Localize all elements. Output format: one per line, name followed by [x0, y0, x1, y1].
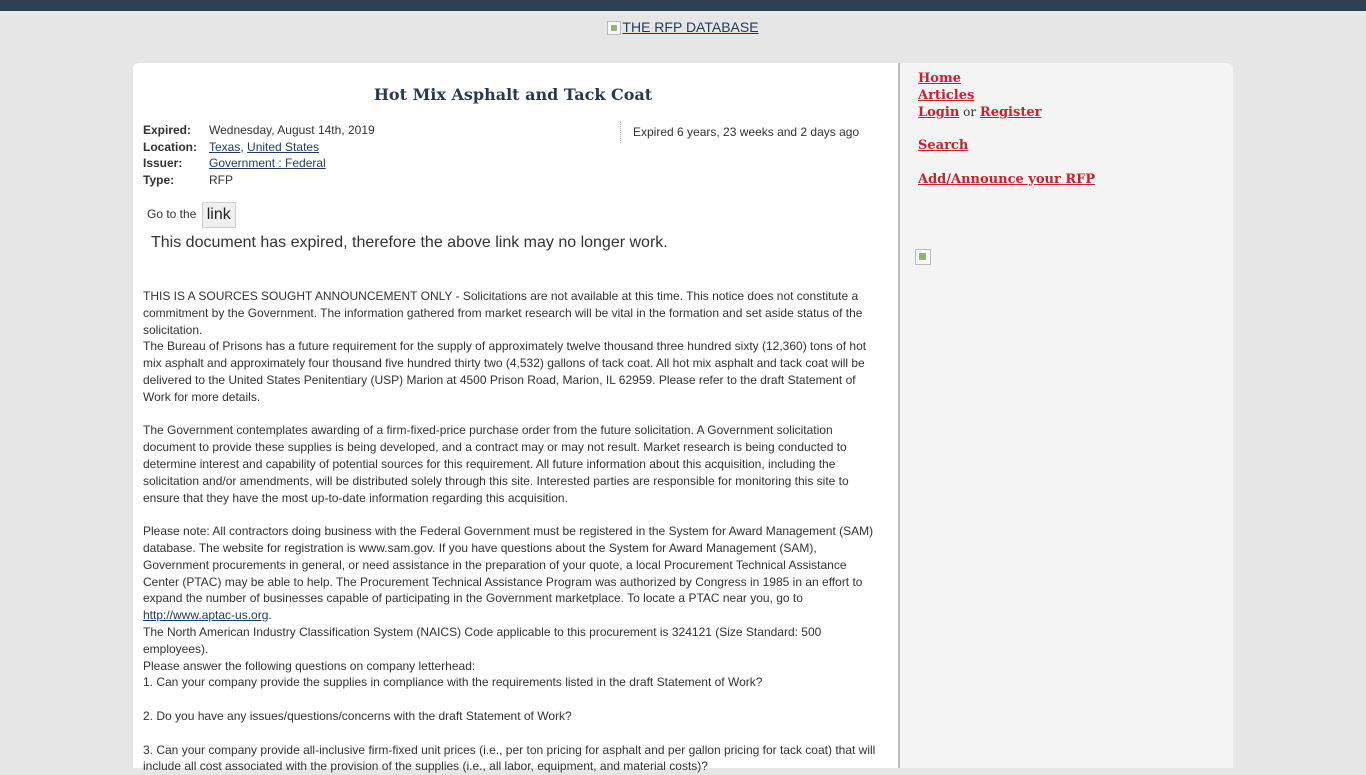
rfp-meta — [143, 122, 375, 189]
sidebar-nav — [918, 71, 1095, 188]
nav-login-link[interactable]: Login — [918, 105, 960, 121]
desc-paragraph-4 — [143, 523, 883, 624]
page-title: Hot Mix Asphalt and Tack Coat — [373, 85, 653, 104]
location-state-link[interactable]: Texas — [209, 139, 241, 154]
main-content — [133, 63, 898, 774]
nav-register-link[interactable]: Register — [979, 105, 1042, 121]
sidebar — [900, 63, 1233, 768]
broken-image-icon — [607, 21, 621, 35]
question-3: 3. Can your company provide all-inclusive firm-fixed unit prices (i.e., per ton pricing for asphalt and per gallon pricing for tack coat) that will include all cost associated with the provision of the supplies (i.e., all labor, equipment, and material costs)? — [143, 742, 876, 774]
desc-paragraph-3: The Government contemplates awarding of a firm-fixed-price purchase order from the future solicitation. A Government solicitation document to provide these supplies is being developed, and a contract may or may not result. Market research is being conducted to determine interest and capability of potential sources for this requirement. All future information about this acquisition, including the solicitation and/or amendments, will be distributed solely through this site. Interested parties are responsible for monitoring this site to ensure that they have the most up-to-date information regarding this acquisition. — [143, 423, 849, 505]
rfp-link-button[interactable]: link — [202, 202, 236, 228]
rfp-description — [143, 288, 883, 775]
location-separator: , — [240, 139, 248, 154]
issuer-link[interactable]: Government : Federal — [209, 156, 326, 171]
nav-or-text: or — [959, 105, 980, 120]
meta-location-row — [143, 139, 375, 156]
broken-image-icon — [915, 249, 931, 265]
question-1: 1. Can your company provide the supplies in compliance with the requirements listed in the draft Statement of Work? — [143, 675, 763, 690]
expired-ago: Expired 6 years, 23 weeks and 2 days ago — [620, 121, 859, 143]
nav-add-rfp-link[interactable]: Add/Announce your RFP — [918, 171, 1096, 187]
expired-message: This document has expired, therefore the above link may no longer work. — [151, 234, 668, 251]
meta-type-row — [143, 172, 375, 189]
desc-paragraph-6: Please answer the following questions on company letterhead: — [143, 658, 476, 673]
meta-issuer-label: Issuer: — [143, 156, 183, 171]
location-country-link[interactable]: United States — [247, 139, 320, 154]
meta-type-value: RFP — [209, 173, 233, 188]
desc-paragraph-5: The North American Industry Classification System (NAICS) Code applicable to this procurement is 324121 (Size Standard: 500 employees). — [143, 624, 822, 656]
meta-expired-label: Expired: — [143, 123, 192, 137]
top-bar — [0, 0, 1366, 11]
nav-home-link[interactable]: Home — [918, 71, 961, 86]
desc-paragraph-2: The Bureau of Prisons has a future requirement for the supply of approximately twelve thousand three hundred sixty (12,360) tons of hot mix asphalt and approximately four thousand five hundred thirty two (4,532) gallons of tack coat. All hot mix asphalt and tack coat will be delivered to the United States Penitentiary (USP) Marion at 4500 Prison Road, Marion, IL 62959. Please refer to the draft Statement of Work for more details. — [143, 339, 867, 404]
desc-paragraph-4-end: . — [268, 608, 272, 623]
nav-articles-link[interactable]: Articles — [918, 87, 975, 103]
meta-issuer-row — [143, 155, 375, 172]
meta-expired-value: Wednesday, August 14th, 2019 — [209, 123, 375, 137]
nav-search-link[interactable]: Search — [918, 138, 969, 154]
goto-text: Go to the — [147, 207, 197, 222]
meta-location-label: Location: — [143, 139, 197, 154]
goto-link-row — [147, 202, 236, 228]
desc-paragraph-4-text: Please note: All contractors doing business with the Federal Government must be registered in the System for Award Management (SAM) database. The website for registration is www.sam.gov. If you have questions about the System for Award Management (SAM), Government procurements in general, or need assistance in the preparation of your quote, a local Procurement Technical Assistance Center (PTAC) may be able to help. The Procurement Technical Assistance Program was authorized by Congress in 1985 in an effort to expand the number of businesses capable of participating in the Government marketplace. To locate a PTAC near you, go to — [143, 524, 874, 606]
site-logo-link[interactable] — [0, 19, 1366, 35]
aptac-link[interactable]: http://www.aptac-us.org — [143, 608, 269, 623]
meta-expired-row — [143, 122, 375, 139]
desc-paragraph-1: THIS IS A SOURCES SOUGHT ANNOUNCEMENT ONLY - Solicitations are not available at this time. This notice does not constitute a commitment by the Government. The information gathered from market research will be vital in the formation and set aside status of the solicitation. — [143, 289, 863, 337]
site-logo-alt-text: THE RFP DATABASE — [622, 19, 759, 35]
question-2: 2. Do you have any issues/questions/concerns with the draft Statement of Work? — [143, 708, 572, 723]
meta-type-label: Type: — [143, 173, 175, 188]
